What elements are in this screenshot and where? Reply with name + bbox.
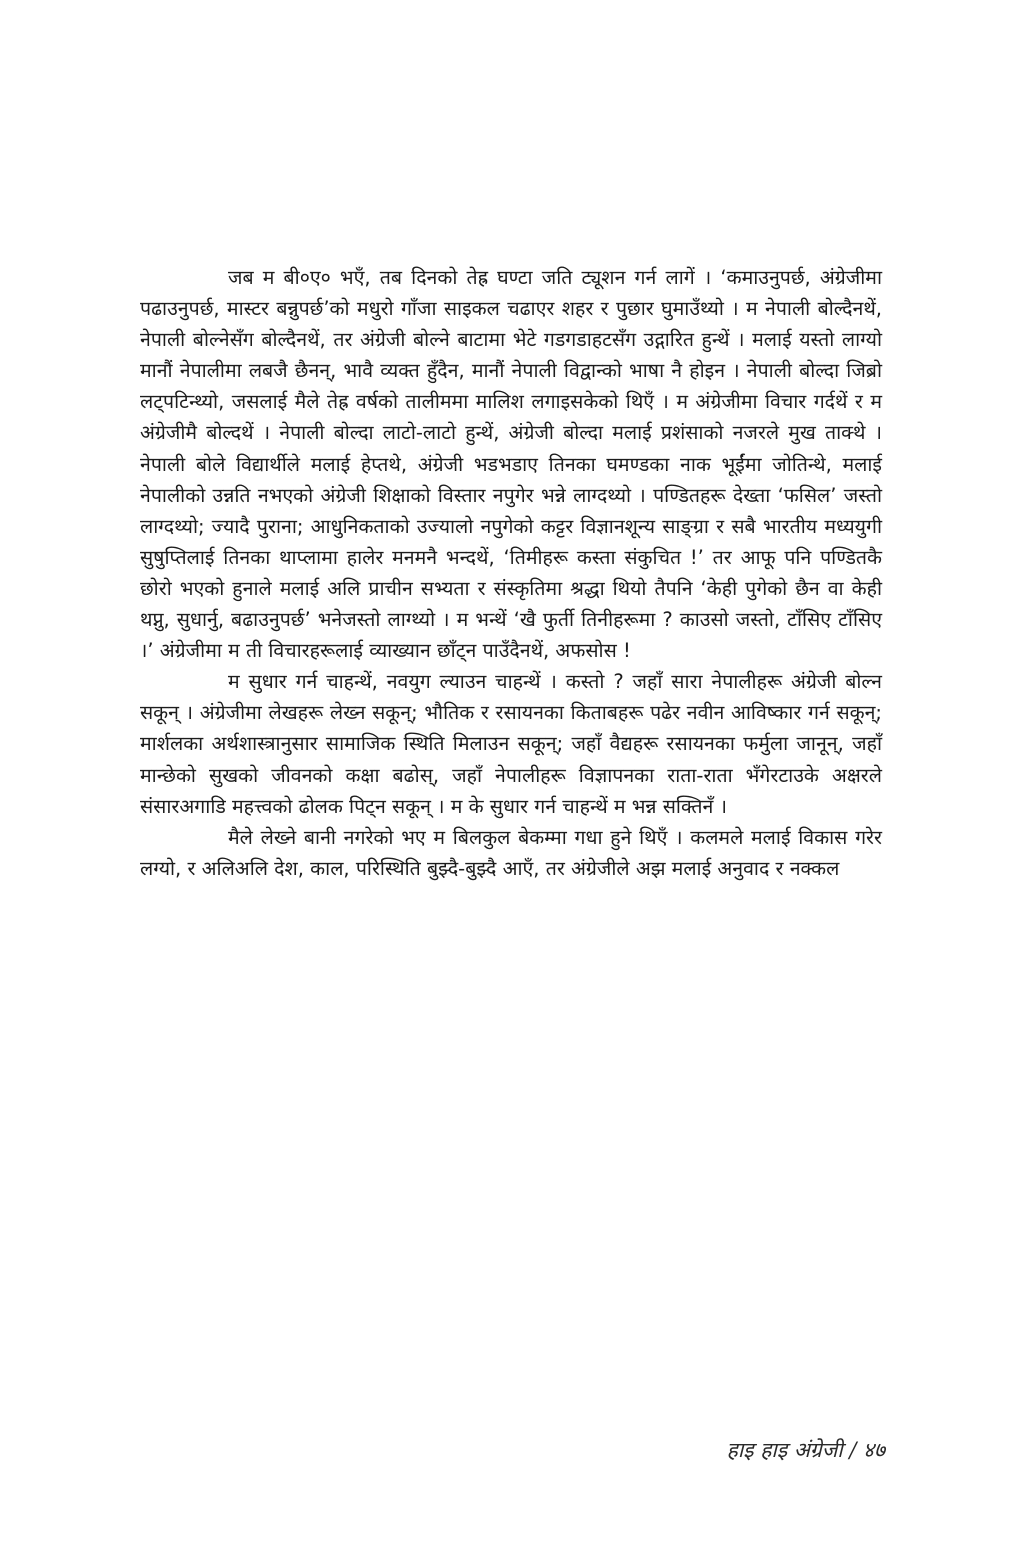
paragraph-1: जब म बी०ए० भएँ, तब दिनको तेह्र घण्टा जति ट्यूशन गर्न लागें । ‘कमाउनुपर्छ, अंग्रेजीमा पढाउनुपर्छ, मास्टर बन्नुपर्छ’को मधुरो गाँजा साइकल चढाएर शहर र पुछार घुमाउँथ्यो । म नेपाली बोल्दैनथें, नेपाली बोल्नेसँग बोल्दैनथें, तर अंग्रेजी बोल्ने बाटामा भेटे गडगडाहटसँग उद्गारित हुन्थें । मलाई यस्तो लाग्यो मानौं नेपालीमा लबजै छैनन्, भावै व्यक्त हुँदैन, मानौं नेपाली विद्वान्को भाषा नै होइन । नेपाली बोल्दा जिब्रो लट्पटिन्थ्यो, जसलाई मैले तेह्र वर्षको तालीममा मालिश लगाइसकेको थिएँ । म अंग्रेजीमा विचार गर्दथें र म अंग्रेजीमै बोल्दथें । नेपाली बोल्दा लाटो-लाटो हुन्थें, अंग्रेजी बोल्दा मलाई प्रशंसाको नजरले मुख ताक्थे । नेपाली बोले विद्यार्थीले मलाई हेप्तथे, अंग्रेजी भडभडाए तिनका घमण्डका नाक भूईंमा जोतिन्थे, मलाई नेपालीको उन्नति नभएको अंग्रेजी शिक्षाको विस्तार नपुगेर भन्ने लाग्दथ्यो । पण्डितहरू देख्ता ‘फसिल’ जस्तो लाग्दथ्यो; ज्यादै पुराना; आधुनिकताको उज्यालो नपुगेको कट्टर विज्ञानशून्य साङ्ग्रा र सबै भारतीय मध्ययुगी सुषुप्तिलाई तिनका थाप्लामा हालेर मनमनै भन्दथें, ‘तिमीहरू कस्ता संकुचित !’ तर आफू पनि पण्डितकै छोरो भएको हुनाले मलाई अलि प्राचीन सभ्यता र संस्कृतिमा श्रद्धा थियो तैपनि ‘केही पुगेको छैन वा केही थप्नु, सुधार्नु, बढाउनुपर्छ’ भनेजस्तो लाग्थ्यो । म भन्थें ‘खै फुर्ती तिनीहरूमा ? काउसो जस्तो, टाँसिए टाँसिए ।’ अंग्रेजीमा म ती विचारहरूलाई व्याख्यान छाँट्न पाउँदैनथें, अफसोस ! <box>140 266 882 663</box>
paragraph-3: मैले लेख्ने बानी नगरेको भए म बिलकुल बेकम्मा गधा हुने थिएँ । कलमले मलाई विकास गरेर लग्यो, र अलिअलि देश, काल, परिस्थिति बुझ्दै-बुझ्दै आएँ, तर अंग्रेजीले अझ मलाई अनुवाद र नक्कल <box>140 825 882 880</box>
page-footer: हाइ हाइ अंग्रेजी / ४७ <box>726 1438 885 1462</box>
body-text <box>140 262 882 884</box>
paragraph-2: म सुधार गर्न चाहन्थें, नवयुग ल्याउन चाहन्थें । कस्तो ? जहाँ सारा नेपालीहरू अंग्रेजी बोल्न सकून् । अंग्रेजीमा लेखहरू लेख्न सकून्; भौतिक र रसायनका किताबहरू पढेर नवीन आविष्कार गर्न सकून्; मार्शलका अर्थशास्त्रानुसार सामाजिक स्थिति मिलाउन सकून्; जहाँ वैद्यहरू रसायनका फर्मुला जानून्, जहाँ मान्छेको सुखको जीवनको कक्षा बढोस्, जहाँ नेपालीहरू विज्ञापनका राता-राता भँगेरटाउके अक्षरले संसारअगाडि महत्त्वको ढोलक पिट्न सकून् । म के सुधार गर्न चाहन्थें म भन्न सक्तिनँ । <box>140 670 882 818</box>
